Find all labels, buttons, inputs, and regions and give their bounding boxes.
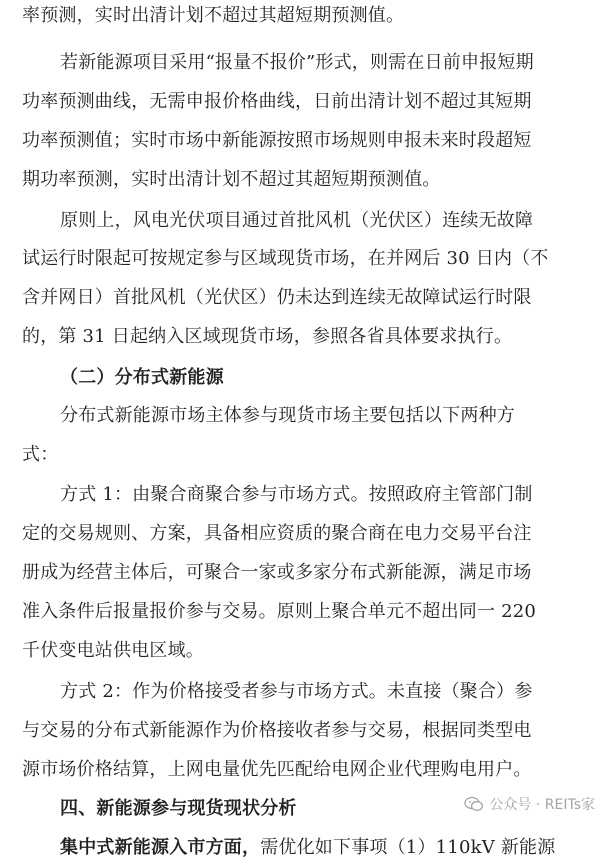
text-line: 与交易的分布式新能源作为价格接收者参与交易，根据同类型电 xyxy=(22,720,532,741)
text-line: 期功率预测，实时出清计划不超过其超短期预测值。 xyxy=(22,169,441,190)
text-line: 试运行时限起可按规定参与区域现货市场，在并网后 30 日内（不 xyxy=(22,248,549,269)
text-line: 功率预测值；实时市场中新能源按照市场规则申报未来时段超短 xyxy=(22,130,532,151)
watermark-text: 公众号 · REITs家 xyxy=(489,797,595,813)
wechat-icon xyxy=(464,796,484,812)
text-line: 定的交易规则、方案，具备相应资质的聚合商在电力交易平台注 xyxy=(22,523,532,544)
text-line: 方式 1：由聚合商聚合参与市场方式。按照政府主管部门制 xyxy=(60,484,533,505)
text-line: 功率预测曲线，无需申报价格曲线，日前出清计划不超过其短期 xyxy=(22,91,532,112)
watermark xyxy=(464,794,595,814)
text-line: 方式 2：作为价格接受者参与市场方式。未直接（聚合）参 xyxy=(60,681,533,702)
text-line: 含并网日）首批风机（光伏区）仍未达到连续无故障试运行时限 xyxy=(22,287,532,308)
section-heading: 四、新能源参与现货现状分析 xyxy=(60,798,297,819)
text-line: 原则上，风电光伏项目通过首批风机（光伏区）连续无故障 xyxy=(60,210,534,231)
text-line: 若新能源项目采用“报量不报价”形式，则需在日前申报短期 xyxy=(60,52,534,73)
text-line: 册成为经营主体后，可聚合一家或多家分布式新能源，满足市场 xyxy=(22,562,532,583)
text-line: 的，第 31 日起纳入区域现货市场，参照各省具体要求执行。 xyxy=(22,326,513,347)
bold-lead-text: 集中式新能源入市方面， xyxy=(60,837,261,858)
text-line: 源市场价格结算，上网电量优先匹配给电网企业代理购电用户。 xyxy=(22,759,532,780)
text-line: 千伏变电站供电区域。 xyxy=(22,640,204,661)
text-line: 式： xyxy=(22,444,59,465)
text-line: 准入条件后报量报价参与交易。原则上聚合单元不超出同一 220 xyxy=(22,601,537,622)
text-rest: 需优化如下事项（1）110kV 新能源 xyxy=(260,837,556,858)
section-heading: （二）分布式新能源 xyxy=(60,367,224,388)
text-line: 率预测，实时出清计划不超过其超短期预测值。 xyxy=(22,5,405,26)
text-line-last xyxy=(0,832,613,864)
text-line: 分布式新能源市场主体参与现货市场主要包括以下两种方 xyxy=(60,405,515,426)
